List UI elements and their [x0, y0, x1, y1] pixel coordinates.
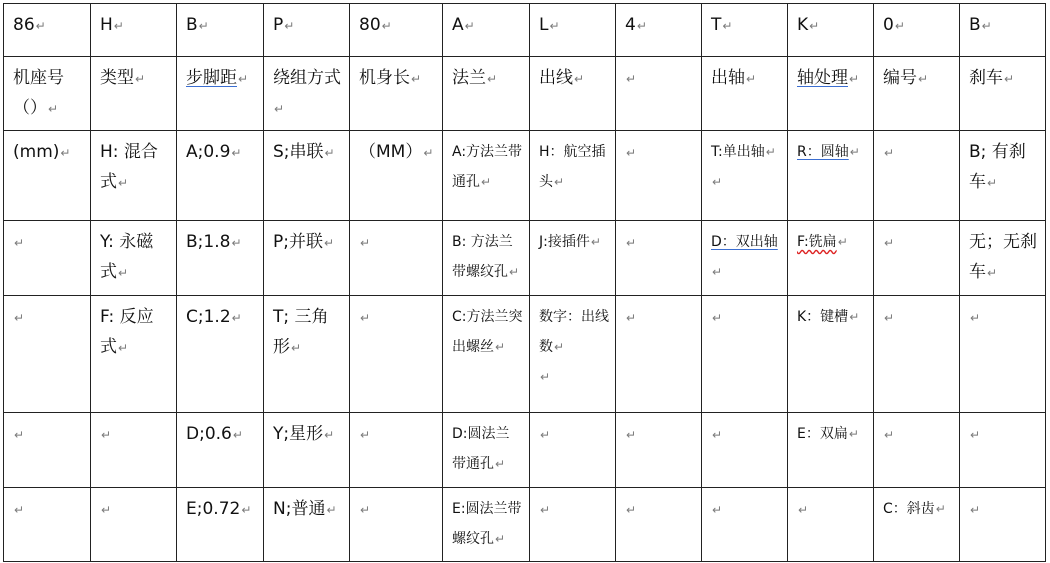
paragraph-mark-icon: ↵	[231, 311, 242, 325]
paragraph-mark-icon: ↵	[232, 428, 243, 442]
table-cell	[960, 4, 1046, 57]
table-cell	[530, 4, 616, 57]
table-cell	[616, 488, 702, 562]
cell-text: 数字：出线数	[539, 309, 609, 355]
table-cell	[443, 296, 530, 413]
cell-text: 步脚距	[186, 68, 237, 88]
table-cell	[616, 57, 702, 131]
cell-text: P;并联	[273, 232, 323, 252]
table-cell	[4, 296, 91, 413]
paragraph-mark-icon: ↵	[464, 19, 475, 33]
table-cell	[91, 57, 177, 131]
paragraph-mark-icon: ↵	[231, 146, 242, 160]
table-cell	[788, 488, 874, 562]
cell-text: (mm)	[13, 142, 60, 162]
table-cell	[530, 57, 616, 131]
paragraph-mark-icon: ↵	[849, 145, 860, 159]
table-cell	[960, 413, 1046, 488]
table-row	[4, 221, 1046, 296]
paragraph-mark-icon: ↵	[48, 102, 59, 116]
table-cell	[616, 4, 702, 57]
table-row	[4, 488, 1046, 562]
table-cell	[788, 296, 874, 413]
cell-text: T:单出轴	[711, 144, 765, 160]
paragraph-mark-icon: ↵	[14, 503, 25, 517]
paragraph-mark-icon: ↵	[14, 428, 25, 442]
paragraph-mark-icon: ↵	[411, 72, 422, 86]
table-body	[4, 4, 1046, 562]
cell-text: 法兰	[452, 68, 486, 88]
paragraph-mark-icon: ↵	[712, 265, 723, 279]
table-cell	[91, 413, 177, 488]
table-cell	[4, 4, 91, 57]
table-cell	[874, 221, 960, 296]
cell-text: 80	[359, 15, 381, 35]
paragraph-mark-icon: ↵	[423, 146, 434, 160]
paragraph-mark-icon: ↵	[712, 311, 723, 325]
cell-text: A	[452, 15, 464, 35]
paragraph-mark-icon: ↵	[118, 266, 129, 280]
table-cell	[960, 221, 1046, 296]
paragraph-mark-icon: ↵	[970, 311, 981, 325]
table-cell	[530, 131, 616, 221]
table-cell	[350, 57, 443, 131]
paragraph-mark-icon: ↵	[284, 19, 295, 33]
paragraph-mark-icon: ↵	[1004, 72, 1015, 86]
cell-text: B	[186, 15, 198, 35]
table-cell	[350, 221, 443, 296]
table-cell	[4, 131, 91, 221]
cell-text: D:圆法兰带通孔	[452, 426, 510, 472]
cell-text: N;普通	[273, 499, 326, 519]
paragraph-mark-icon: ↵	[970, 503, 981, 517]
cell-text: H	[100, 15, 113, 35]
paragraph-mark-icon: ↵	[326, 503, 337, 517]
paragraph-mark-icon: ↵	[722, 19, 733, 33]
paragraph-mark-icon: ↵	[360, 428, 371, 442]
table-cell	[91, 296, 177, 413]
cell-text: 4	[625, 15, 636, 35]
table-cell	[530, 413, 616, 488]
table-cell	[874, 4, 960, 57]
paragraph-mark-icon: ↵	[626, 428, 637, 442]
table-cell	[350, 131, 443, 221]
table-cell	[177, 488, 264, 562]
cell-text: 绕组方式	[273, 68, 341, 88]
table-cell	[616, 296, 702, 413]
cell-text: 刹车	[969, 68, 1003, 88]
table-cell	[264, 413, 350, 488]
table-cell	[350, 4, 443, 57]
table-cell	[4, 488, 91, 562]
table-cell	[530, 488, 616, 562]
paragraph-mark-icon: ↵	[324, 428, 335, 442]
cell-text: C：斜齿	[883, 501, 935, 517]
cell-text: 无；无刹车	[969, 232, 1037, 282]
table-cell	[702, 296, 788, 413]
cell-text: 86	[13, 15, 35, 35]
cell-text: P	[273, 15, 284, 35]
table-cell	[960, 57, 1046, 131]
cell-text: D;0.6	[186, 424, 232, 444]
paragraph-mark-icon: ↵	[554, 175, 565, 189]
cell-text: 出轴	[711, 68, 745, 88]
table-cell	[788, 131, 874, 221]
paragraph-mark-icon: ↵	[626, 503, 637, 517]
cell-text: F:铣扁	[797, 234, 837, 250]
paragraph-mark-icon: ↵	[626, 146, 637, 160]
paragraph-mark-icon: ↵	[113, 19, 124, 33]
paragraph-mark-icon: ↵	[837, 235, 848, 249]
cell-text: F: 反应式	[100, 307, 154, 357]
cell-text: A;0.9	[186, 142, 231, 162]
cell-text: E;0.72	[186, 499, 241, 519]
cell-text: 类型	[100, 68, 134, 88]
table-cell	[4, 57, 91, 131]
paragraph-mark-icon: ↵	[540, 370, 551, 384]
paragraph-mark-icon: ↵	[495, 532, 506, 546]
paragraph-mark-icon: ↵	[884, 428, 895, 442]
paragraph-mark-icon: ↵	[198, 19, 209, 33]
cell-text: A:方法兰带通孔	[452, 144, 523, 190]
table-cell	[177, 4, 264, 57]
table-cell	[350, 296, 443, 413]
table-cell	[702, 488, 788, 562]
table-cell	[264, 131, 350, 221]
paragraph-mark-icon: ↵	[135, 72, 146, 86]
paragraph-mark-icon: ↵	[118, 176, 129, 190]
cell-text: 机身长	[359, 68, 410, 88]
paragraph-mark-icon: ↵	[918, 72, 929, 86]
table-cell	[264, 221, 350, 296]
paragraph-mark-icon: ↵	[970, 428, 981, 442]
table-cell	[91, 488, 177, 562]
cell-text: J:接插件	[539, 234, 590, 250]
table-cell	[443, 488, 530, 562]
cell-text: B: 方法兰带螺纹孔	[452, 234, 513, 280]
table-row	[4, 131, 1046, 221]
paragraph-mark-icon: ↵	[323, 236, 335, 250]
table-cell	[443, 57, 530, 131]
table-cell	[530, 221, 616, 296]
paragraph-mark-icon: ↵	[14, 236, 25, 250]
table-cell	[874, 413, 960, 488]
table-row	[4, 57, 1046, 131]
table-cell	[960, 296, 1046, 413]
table-cell	[960, 488, 1046, 562]
table-cell	[960, 131, 1046, 221]
paragraph-mark-icon: ↵	[987, 176, 998, 190]
paragraph-mark-icon: ↵	[848, 427, 859, 441]
paragraph-mark-icon: ↵	[809, 19, 820, 33]
paragraph-mark-icon: ↵	[549, 19, 560, 33]
paragraph-mark-icon: ↵	[495, 340, 506, 354]
table-cell	[443, 4, 530, 57]
paragraph-mark-icon: ↵	[35, 19, 46, 33]
paragraph-mark-icon: ↵	[626, 311, 637, 325]
table-cell	[4, 221, 91, 296]
table-cell	[874, 131, 960, 221]
table-row	[4, 296, 1046, 413]
paragraph-mark-icon: ↵	[590, 235, 601, 249]
table-cell	[702, 413, 788, 488]
paragraph-mark-icon: ↵	[626, 236, 637, 250]
cell-text: C;1.2	[186, 307, 231, 327]
cell-text: （MM）	[359, 142, 423, 162]
paragraph-mark-icon: ↵	[360, 311, 371, 325]
table-cell	[264, 488, 350, 562]
cell-text: Y: 永磁式	[100, 232, 154, 282]
paragraph-mark-icon: ↵	[554, 340, 565, 354]
paragraph-mark-icon: ↵	[540, 428, 551, 442]
table-cell	[177, 57, 264, 131]
paragraph-mark-icon: ↵	[712, 175, 723, 189]
cell-text: B	[969, 15, 981, 35]
paragraph-mark-icon: ↵	[540, 503, 551, 517]
paragraph-mark-icon: ↵	[712, 503, 723, 517]
table-cell	[702, 131, 788, 221]
table-cell	[788, 57, 874, 131]
cell-text: H: 混合式	[100, 142, 158, 192]
table-cell	[530, 296, 616, 413]
paragraph-mark-icon: ↵	[884, 236, 895, 250]
paragraph-mark-icon: ↵	[360, 236, 371, 250]
paragraph-mark-icon: ↵	[381, 19, 392, 33]
cell-text: 编号	[883, 68, 917, 88]
paragraph-mark-icon: ↵	[626, 72, 637, 86]
motor-model-code-table	[3, 3, 1046, 562]
table-cell	[177, 413, 264, 488]
cell-text: E：双扁	[797, 426, 848, 442]
cell-text: R：圆轴	[797, 144, 849, 160]
paragraph-mark-icon: ↵	[746, 72, 757, 86]
table-cell	[264, 296, 350, 413]
paragraph-mark-icon: ↵	[765, 145, 776, 159]
cell-text: L	[539, 15, 549, 35]
table-cell	[177, 131, 264, 221]
table-cell	[443, 413, 530, 488]
table-cell	[177, 296, 264, 413]
table-cell	[874, 488, 960, 562]
paragraph-mark-icon: ↵	[495, 457, 506, 471]
paragraph-mark-icon: ↵	[60, 146, 71, 160]
paragraph-mark-icon: ↵	[14, 311, 25, 325]
cell-text: 轴处理	[797, 68, 848, 88]
paragraph-mark-icon: ↵	[574, 72, 585, 86]
paragraph-mark-icon: ↵	[101, 503, 112, 517]
table-cell	[788, 221, 874, 296]
cell-text: C:方法兰突出螺丝	[452, 309, 523, 355]
paragraph-mark-icon: ↵	[274, 102, 285, 116]
paragraph-mark-icon: ↵	[849, 310, 860, 324]
table-row	[4, 4, 1046, 57]
table-cell	[264, 57, 350, 131]
paragraph-mark-icon: ↵	[798, 503, 809, 517]
cell-text: H：航空插头	[539, 144, 606, 190]
paragraph-mark-icon: ↵	[636, 19, 647, 33]
table-cell	[702, 57, 788, 131]
table-cell	[264, 4, 350, 57]
table-cell	[616, 413, 702, 488]
table-cell	[702, 4, 788, 57]
table-cell	[443, 221, 530, 296]
table-cell	[91, 4, 177, 57]
paragraph-mark-icon: ↵	[360, 503, 371, 517]
paragraph-mark-icon: ↵	[884, 146, 895, 160]
paragraph-mark-icon: ↵	[987, 266, 998, 280]
paragraph-mark-icon: ↵	[509, 265, 520, 279]
cell-text: D：双出轴	[711, 234, 778, 250]
paragraph-mark-icon: ↵	[849, 72, 860, 86]
paragraph-mark-icon: ↵	[241, 503, 252, 517]
paragraph-mark-icon: ↵	[291, 341, 302, 355]
cell-text: T	[711, 15, 722, 35]
cell-text: Y;星形	[273, 424, 324, 444]
table-cell	[788, 413, 874, 488]
paragraph-mark-icon: ↵	[324, 146, 335, 160]
table-cell	[788, 4, 874, 57]
paragraph-mark-icon: ↵	[884, 311, 895, 325]
cell-text: T; 三角形	[273, 307, 329, 357]
table-cell	[350, 488, 443, 562]
table-cell	[874, 296, 960, 413]
table-cell	[874, 57, 960, 131]
paragraph-mark-icon: ↵	[981, 19, 992, 33]
table-cell	[702, 221, 788, 296]
paragraph-mark-icon: ↵	[231, 236, 242, 250]
cell-text: K	[797, 15, 809, 35]
table-row	[4, 413, 1046, 488]
table-cell	[91, 131, 177, 221]
paragraph-mark-icon: ↵	[118, 341, 129, 355]
table-cell	[177, 221, 264, 296]
table-cell	[616, 221, 702, 296]
paragraph-mark-icon: ↵	[481, 175, 492, 189]
table-cell	[4, 413, 91, 488]
paragraph-mark-icon: ↵	[238, 72, 249, 86]
cell-text: B;1.8	[186, 232, 231, 252]
paragraph-mark-icon: ↵	[894, 19, 905, 33]
table-cell	[91, 221, 177, 296]
cell-text: 0	[883, 15, 894, 35]
table-cell	[443, 131, 530, 221]
cell-text: S;串联	[273, 142, 324, 162]
paragraph-mark-icon: ↵	[712, 428, 723, 442]
cell-text: 机座号（）	[13, 68, 64, 118]
cell-text: B; 有刹车	[969, 142, 1026, 192]
cell-text: E:圆法兰带螺纹孔	[452, 501, 522, 547]
table-cell	[350, 413, 443, 488]
table-cell	[616, 131, 702, 221]
paragraph-mark-icon: ↵	[935, 502, 946, 516]
paragraph-mark-icon: ↵	[101, 428, 112, 442]
paragraph-mark-icon: ↵	[487, 72, 498, 86]
cell-text: 出线	[539, 68, 573, 88]
cell-text: K：键槽	[797, 309, 849, 325]
